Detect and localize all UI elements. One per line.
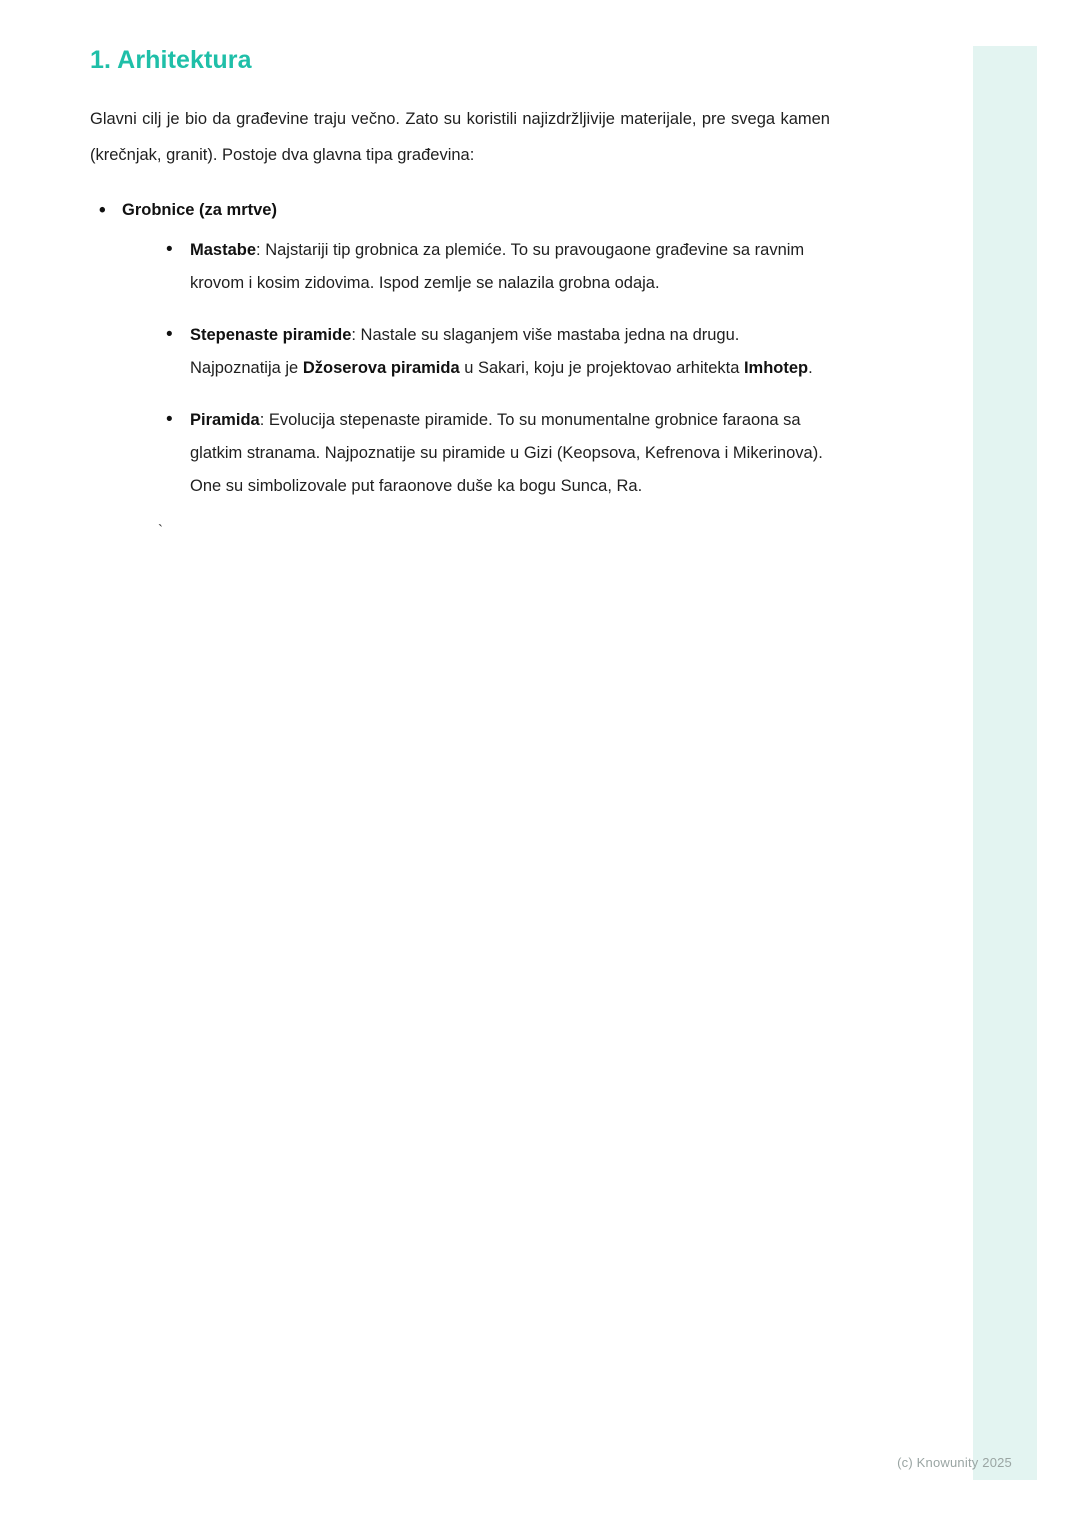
term-piramida: Piramida [190, 411, 260, 429]
list-item-label: Grobnice (za mrtve) [122, 201, 277, 219]
term-stepenaste-piramide: Stepenaste piramide [190, 326, 352, 344]
sub-list [122, 234, 830, 503]
intro-paragraph: Glavni cilj je bio da građevine traju večno. Zato su koristili najizdržljivije materijale, pre svega kamen (krečnjak, granit). Postoje dva glavna tipa građevina: [90, 110, 830, 164]
term-dzoserova-piramida: Džoserova piramida [302, 359, 460, 377]
stepenaste-part2: u Sakari, koju je projektovao arhitekta [459, 359, 744, 377]
list-item-grobnice [90, 201, 830, 503]
document-content [90, 46, 830, 542]
term-mastabe: Mastabe [190, 241, 257, 259]
footer-credit: (c) Knowunity 2025 [897, 1455, 1012, 1470]
top-level-list [90, 201, 830, 503]
page-title: 1. Arhitektura [90, 46, 252, 74]
stepenaste-part1: : Nastale su slaganjem više mastaba jedna na drugu. Najpoznatija je [190, 326, 740, 377]
list-item-mastabe [162, 234, 830, 300]
mastabe-description: : Najstariji tip grobnica za plemiće. To su pravougaone građevine sa ravnim krovom i kosim zidovima. Ispod zemlje se nalazila grobna odaja. [190, 241, 805, 292]
stray-backtick-mark: ` [158, 522, 163, 539]
list-item-stepenaste-piramide [162, 319, 830, 385]
list-item-piramida [162, 404, 830, 503]
stepenaste-part3: . [808, 359, 813, 377]
piramida-description: : Evolucija stepenaste piramide. To su monumentalne grobnice faraona sa glatkim stranama. Najpoznatije su piramide u Gizi (Keopsova, Kefrenova i Mikerinova). One su simbolizovale put faraonove duše ka bogu Sunca, Ra. [190, 411, 823, 495]
decorative-side-band [973, 46, 1037, 1480]
term-imhotep: Imhotep [743, 359, 809, 377]
